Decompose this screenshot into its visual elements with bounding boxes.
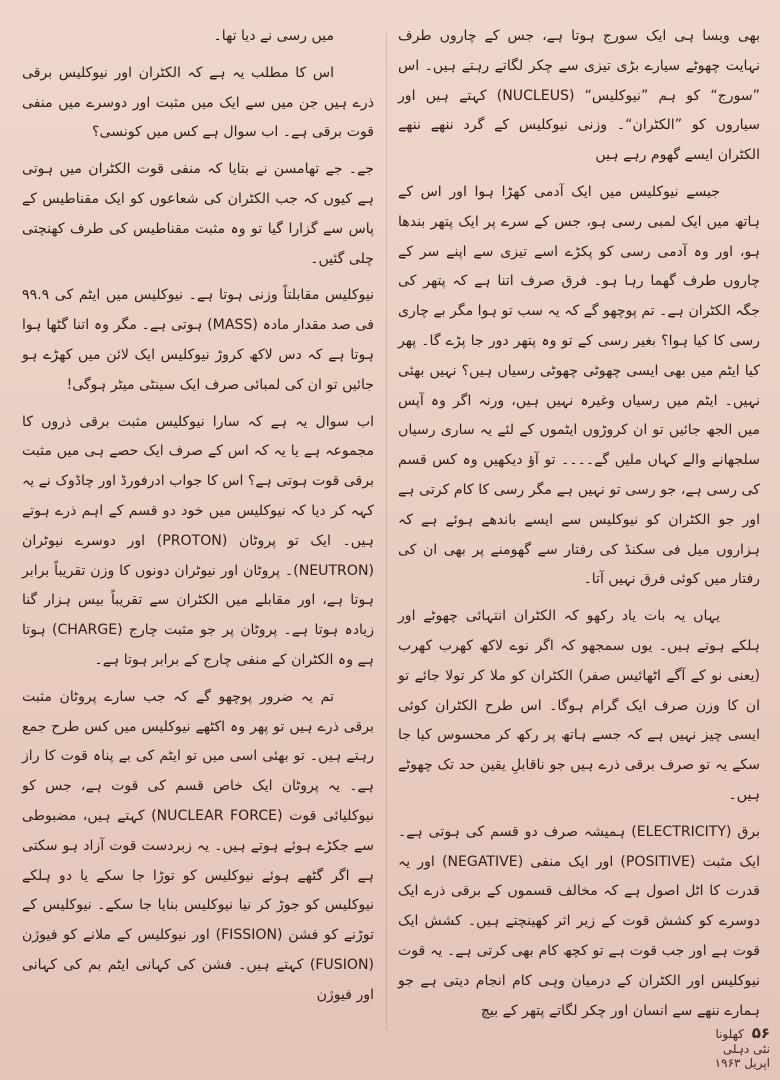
paragraph: برق (ELECTRICITY) ہمیشہ صرف دو قسم کی ہوتی ہے۔ ایک مثبت (POSITIVE) اور ایک منفی (NEGATIVE) اور یہ قدرت کا اٹل اصول ہے کہ مخالف قسموں کے برقی ذرے ایک دوسرے کو کشش قوت کے زیر اثر کھینچتے ہیں۔ کشش ایک قوت ہے اور جب قوت ہے تو کچھ کام بھی کرتی ہے۔ یہ قوت نیوکلیس اور الکٹران کے درمیان وہی کام انجام دیتی ہے جو ہمارے ننھے سے انسان اور چکر لگاتے پتھر کے بیچ	[398, 823, 760, 1019]
paragraph: تم یہ ضرور پوچھو گے کہ جب سارے پروٹان مثبت برقی ذرے ہیں تو پھر وہ اکٹھے نیوکلیس میں کس طرح جمع رہتے ہیں۔ تو بھئی اسی میں تو ایٹم کی بے پناہ قوت کا راز ہے۔ یہ پروٹان ایک خاص قسم کی قوت ہے، جس کو نیوکلیائی قوت (NUCLEAR FORCE) کہتے ہیں، مضبوطی سے جکڑے ہوئے ہوتے ہیں۔ یہ زبردست قوت آزاد ہو سکتی ہے اگر گٹھے ہوئے نیوکلیس کو توڑا جا سکے یا دو ہلکے نیوکلیس کو جوڑ کر نیا نیوکلیس بنایا جا سکے۔ نیوکلیس کے توڑنے کو فشن (FISSION) اور نیوکلیس کے ملانے کو فیوژن (FUSION) کہتے ہیں۔ فشن کی کہانی ایٹم بم کی کہانی اور فیوژن	[22, 688, 374, 1003]
page-number: ۵۶	[751, 1024, 770, 1042]
left-column	[22, 22, 374, 1032]
issue-label: کھلونا نئی دہلی اپریل ۱۹۶۳	[714, 1027, 770, 1070]
paragraph: اب سوال یہ ہے کہ سارا نیوکلیس مثبت برقی ذروں کا مجموعہ ہے یا یہ کہ اس کے صرف ایک حصے ہی میں مثبت برقی قوت ہوتی ہے؟ اس کا جواب ادرفورڈ اور چاڈوک نے یہ کہہ کر دیا کہ نیوکلیس میں خود دو قسم کے اہم ذرے ہوتے ہیں۔ ایک تو پروٹان (PROTON) اور دوسرے نیوٹران (NEUTRON)۔ پروٹان اور نیوٹران دونوں کا وزن تقریباً برابر ہوتا ہے، اور مقابلے میں الکٹران سے تقریباً بیس ہزار گنا زیادہ ہوتا ہے۔ پروٹان پر جو مثبت چارج (CHARGE) ہوتا ہے وہ الکٹران کے منفی چارج کے برابر ہوتا ہے۔	[22, 413, 374, 668]
paragraph: اس کا مطلب یہ ہے کہ الکٹران اور نیوکلیس برقی ذرے ہیں جن میں سے ایک میں مثبت اور دوسرے میں منفی قوت برقی ہے۔ اب سوال ہے کس میں کونسی؟	[22, 64, 374, 141]
page-footer	[700, 1024, 770, 1070]
column-divider	[386, 30, 387, 1030]
paragraph: جے۔ جے تھامسن نے بتایا کہ منفی قوت الکٹران میں ہوتی ہے کیوں کہ جب الکٹران کی شعاعوں کو ایک مقناطیس کے پاس سے گزارا گیا تو وہ مثبت مقناطیس کی طرف کھنچتی چلی گئیں۔	[22, 161, 374, 267]
paragraph: جیسے نیوکلیس میں ایک آدمی کھڑا ہوا اور اس کے ہاتھ میں ایک لمبی رسی ہو، جس کے سرے پر ایک پتھر بندھا ہو، اور وہ آدمی رسی کو پکڑے اسے تیزی سے اپنے سر کے چاروں طرف گھما رہا ہو۔ فرق صرف اتنا ہے کہ پتھر کی جگہ الکٹران ہے۔ تم پوچھو گے کہ یہ سب تو ہوا مگر بے چاری رسی کا کیا ہوا؟ بغیر رسی کے تو وہ پتھر دور جا پڑے گا۔ پھر کیا ایٹم میں بھی ایسی چھوٹی چھوٹی رسیاں ہیں؟ نہیں بھئی نہیں۔ ایٹم میں رسیاں وغیرہ نہیں ہیں، ورنہ اگر وہ آپس میں الجھ جائیں تو ان کروڑوں ایٹموں کے لئے یہ ساری رسیاں سلجھانے والے کہاں ملیں گے۔۔۔۔ تو آؤ دیکھیں وہ کس قسم کی رسی ہے، جو رسی تو نہیں ہے مگر رسی کا کام کرتی ہے اور جو الکٹران کو نیوکلیس سے ایسے باندھے ہوئے ہے کہ ہزاروں میل فی سکنڈ کی رفتار سے گھومنے پر بھی ان کی رفتار میں کوئی فرق نہیں آتا۔	[398, 183, 760, 588]
paragraph: بھی ویسا ہی ایک سورج ہوتا ہے، جس کے چاروں طرف نہایت چھوٹے سیارے بڑی تیزی سے چکر لگاتے رہتے ہیں۔ اس ”سورج“ کو ہم ”نیوکلیس“ (NUCLEUS) کہتے ہیں اور سیاروں کو ”الکٹران“۔ وزنی نیوکلیس کے گرد ننھے ننھے الکٹران ایسے گھوم رہے ہیں	[398, 28, 760, 164]
paragraph: یہاں یہ بات یاد رکھو کہ الکٹران انتہائی چھوٹے اور ہلکے ہوتے ہیں۔ یوں سمجھو کہ اگر نوے لاکھ کھرب کھرب (یعنی نو کے آگے اٹھائیس صفر) الکٹران کو ملا کر تولا جائے تو ان کا وزن صرف ایک گرام ہوگا۔ اس طرح الکٹران کوئی ایسی چیز نہیں ہے کہ جسے ہاتھ پر رکھ کر محسوس کیا جا سکے یہ تو صرف برقی ذرے ہیں جو ناقابلِ یقین حد تک چھوٹے ہیں۔	[398, 608, 760, 803]
paragraph: میں رسی نے دیا تھا۔	[213, 28, 334, 44]
right-column	[398, 22, 760, 1032]
paragraph: نیوکلیس مقابلتاً وزنی ہوتا ہے۔ نیوکلیس میں ایٹم کی ۹۹.۹ فی صد مقدار مادہ (MASS) ہوتی ہے۔ مگر وہ اتنا گٹھا ہوا ہوتا ہے کہ دس لاکھ کروڑ نیوکلیس ایک لائن میں کھڑے ہو جائیں تو ان کی لمبائی صرف ایک سینٹی میٹر ہوگی!	[22, 287, 374, 393]
